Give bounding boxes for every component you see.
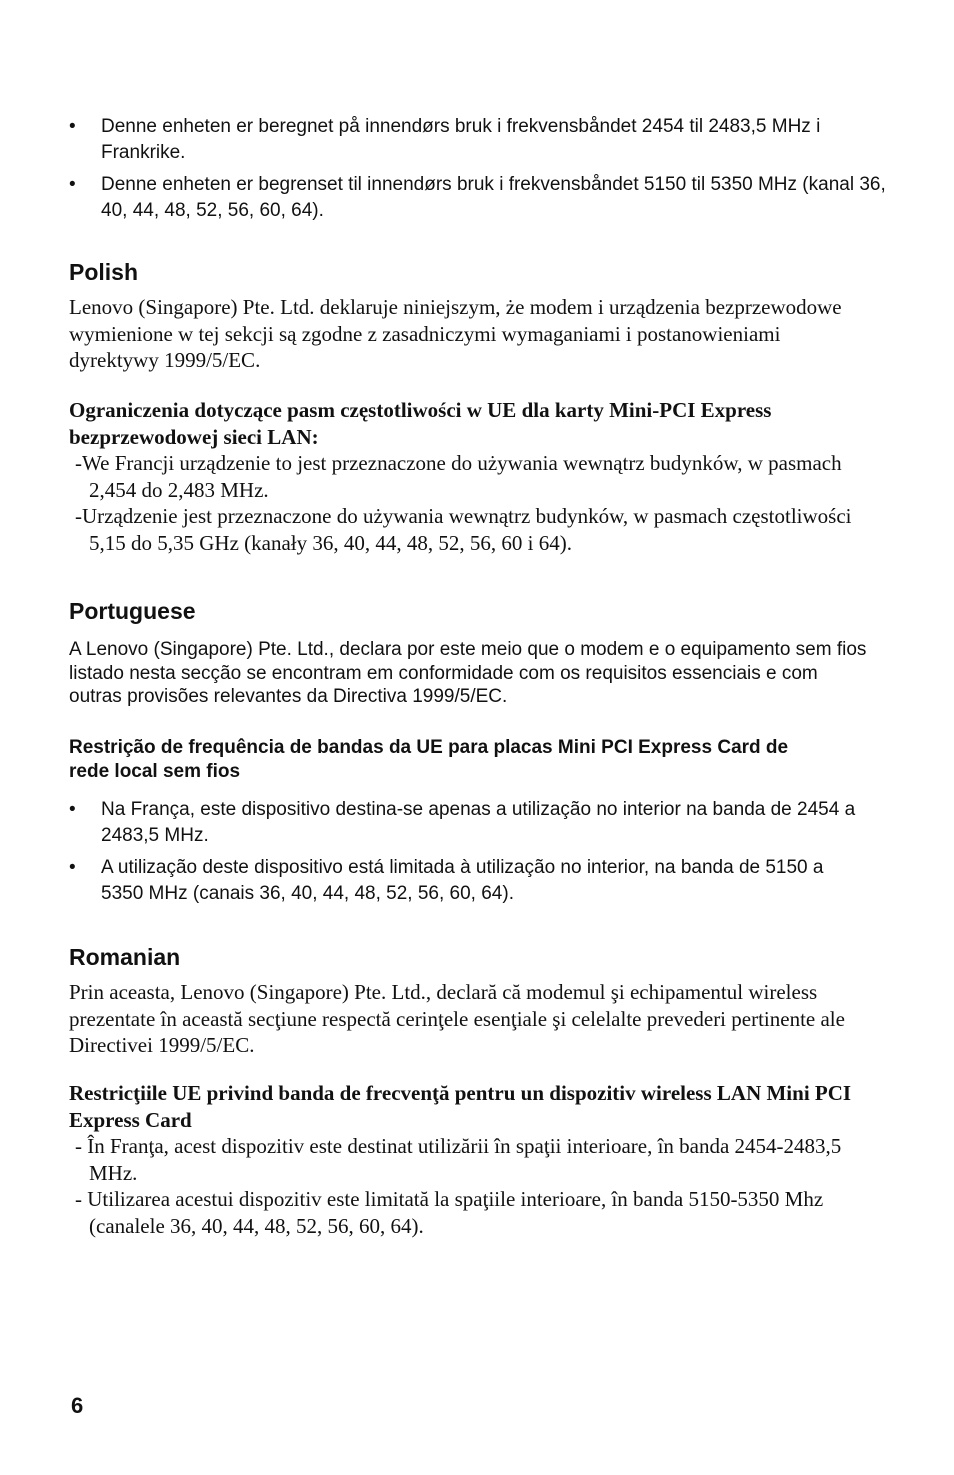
portuguese-body: A Lenovo (Singapore) Pte. Ltd., declara por este meio que o modem e o equipamento sem fios listado nesta secção se encontram em conformidade com os requisitos essenciais e com outras provisões relevantes da Directiva 1999/5/EC. bbox=[69, 639, 867, 707]
polish-heading: Polish bbox=[69, 259, 139, 285]
polish-subheading: Ograniczenia dotyczące pasm częstotliwości w UE dla karty Mini-PCI Express bezprzewodowej sieci LAN: bbox=[69, 398, 772, 449]
polish-restrictions bbox=[69, 450, 889, 556]
bullet-text: Denne enheten er beregnet på innendørs bruk i frekvensbåndet 2454 til 2483,5 MHz i Frankrike. bbox=[101, 116, 821, 163]
list-item bbox=[69, 114, 899, 166]
romanian-body: Prin aceasta, Lenovo (Singapore) Pte. Ltd., declară că modemul şi echipamentul wireless prezentate în această secţiune respectă cerinţele esenţiale şi celelalte prevederi pertinente ale Directivei 1999/5/EC. bbox=[69, 980, 845, 1057]
list-item: - În Franţa, acest dispozitiv este destinat utilizării în spaţii interioare, în banda 2454-2483,5 MHz. bbox=[75, 1134, 842, 1185]
portuguese-subheading: Restrição de frequência de bandas da UE para placas Mini PCI Express Card de rede local sem fios bbox=[69, 737, 789, 782]
bullet-text: Na França, este dispositivo destina-se apenas a utilização no interior na banda de 2454 a 2483,5 MHz. bbox=[101, 799, 856, 846]
romanian-heading: Romanian bbox=[69, 944, 181, 970]
romanian-subheading: Restricţiile UE privind banda de frecvenţă pentru un dispozitiv wireless LAN Mini PCI Express Card bbox=[69, 1081, 852, 1132]
bullet-icon: • bbox=[69, 174, 76, 195]
portuguese-bullets bbox=[69, 797, 869, 913]
list-item: -Urządzenie jest przeznaczone do używania wewnątrz budynków, w pasmach częstotliwości 5,15 do 5,35 GHz (kanały 36, 40, 44, 48, 52, 56, 60 i 64). bbox=[75, 504, 852, 555]
list-item bbox=[69, 855, 869, 907]
polish-body: Lenovo (Singapore) Pte. Ltd. deklaruje niniejszym, że modem i urządzenia bezprzewodowe wymienione w tej sekcji są zgodne z zasadniczymi wymaganiami i postanowieniami dyrektywy 1999/5/EC. bbox=[69, 295, 842, 372]
page-number: 6 bbox=[71, 1393, 84, 1418]
portuguese-heading: Portuguese bbox=[69, 598, 196, 624]
list-item bbox=[69, 172, 899, 224]
list-item: - Utilizarea acestui dispozitiv este limitată la spaţiile interioare, în banda 5150-5350 Mhz (canalele 36, 40, 44, 48, 52, 56, 60, 64). bbox=[75, 1187, 824, 1238]
list-item: -We Francji urządzenie to jest przeznaczone do używania wewnątrz budynków, w pasmach 2,454 do 2,483 MHz. bbox=[75, 451, 842, 502]
norwegian-bullet-list bbox=[69, 114, 899, 224]
bullet-text: Denne enheten er begrenset til innendørs bruk i frekvensbåndet 5150 til 5350 MHz (kanal 36, 40, 44, 48, 52, 56, 60, 64). bbox=[101, 174, 886, 221]
list-item bbox=[69, 797, 869, 849]
norwegian-section bbox=[69, 114, 899, 230]
portuguese-bullet-list bbox=[69, 797, 869, 907]
bullet-icon: • bbox=[69, 857, 76, 878]
bullet-icon: • bbox=[69, 799, 76, 820]
romanian-restrictions bbox=[69, 1133, 889, 1239]
bullet-icon: • bbox=[69, 116, 76, 137]
bullet-text: A utilização deste dispositivo está limitada à utilização no interior, na banda de 5150 a 5350 MHz (canais 36, 40, 44, 48, 52, 56, 60, 64). bbox=[101, 857, 824, 904]
